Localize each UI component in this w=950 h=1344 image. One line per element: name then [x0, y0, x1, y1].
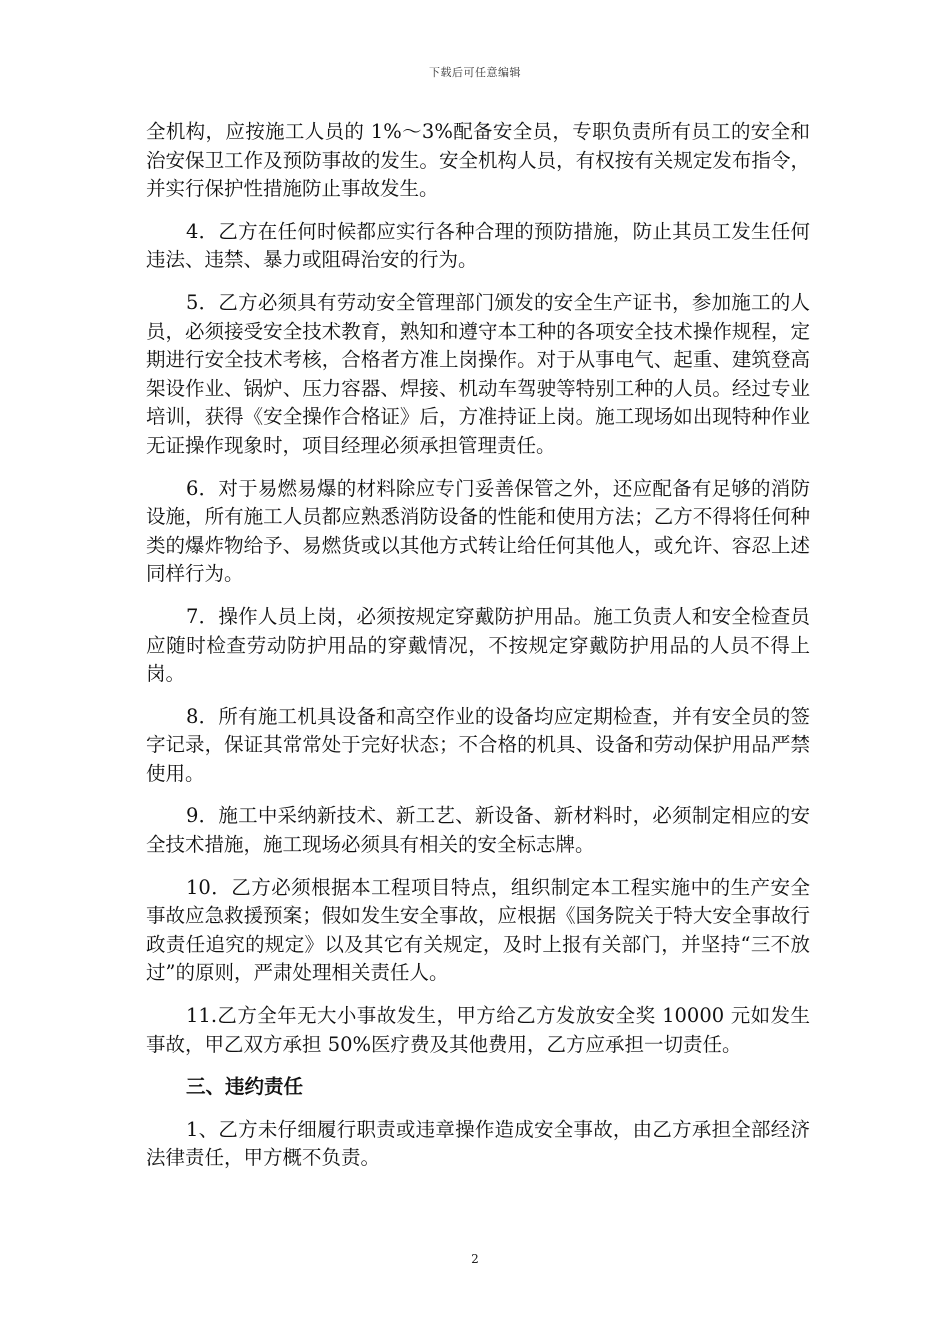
paragraph-item-5: 5．乙方必须具有劳动安全管理部门颁发的安全生产证书，参加施工的人员，必须接受安全技术教育，熟知和遵守本工种的各项安全技术操作规程，定期进行安全技术考核，合格者方准上岗操作。对于从事电气、起重、建筑登高架设作业、锅炉、压力容器、焊接、机动车驾驶等特别工种的人员。经过专业培训，获得《安全操作合格证》后，方准持证上岗。施工现场如出现特种作业无证操作现象时，项目经理必须承担管理责任。	[146, 290, 810, 457]
paragraph-item-6: 6．对于易燃易爆的材料除应专门妥善保管之外，还应配备有足够的消防设施，所有施工人员都应熟悉消防设备的性能和使用方法；乙方不得将任何种类的爆炸物给予、易燃货或以其他方式转让给任何其他人，或允许、容忍上述同样行为。	[146, 476, 810, 586]
paragraph-breach-1: 1、乙方未仔细履行职责或违章操作造成安全事故，由乙方承担全部经济法律责任，甲方概不负责。	[146, 1117, 810, 1170]
section-heading: 三、违约责任	[186, 1075, 304, 1099]
paragraph-item-9: 9．施工中采纳新技术、新工艺、新设备、新材料时，必须制定相应的安全技术措施，施工现场必须具有相关的安全标志牌。	[146, 804, 810, 857]
page-number: 2	[471, 1252, 479, 1266]
paragraph-item-4: 4．乙方在任何时候都应实行各种合理的预防措施，防止其员工发生任何违法、违禁、暴力或阻碍治安的行为。	[146, 219, 810, 272]
paragraph-item-7: 7．操作人员上岗，必须按规定穿戴防护用品。施工负责人和安全检查员应随时检查劳动防护用品的穿戴情况，不按规定穿戴防护用品的人员不得上岗。	[146, 604, 810, 686]
paragraph-item-10: 10．乙方必须根据本工程项目特点，组织制定本工程实施中的生产安全事故应急救援预案；假如发生安全事故，应根据《国务院关于特大安全事故行政责任追究的规定》以及其它有关规定，及时上报有关部门，并坚持“三不放过”的原则，严肃处理相关责任人。	[146, 875, 810, 985]
document-body	[146, 118, 810, 1187]
paragraph-item-8: 8．所有施工机具设备和高空作业的设备均应定期检查，并有安全员的签字记录，保证其常常处于完好状态；不合格的机具、设备和劳动保护用品严禁使用。	[146, 704, 810, 785]
paragraph-item-11: 11.乙方全年无大小事故发生，甲方给乙方发放安全奖 10000 元如发生事故，甲乙双方承担 50%医疗费及其他费用，乙方应承担一切责任。	[146, 1004, 810, 1056]
page-header: 下载后可任意编辑	[429, 66, 521, 79]
paragraph-continuation: 全机构，应按施工人员的 1%～3%配备安全员，专职负责所有员工的安全和治安保卫工作及预防事故的发生。安全机构人员，有权按有关规定发布指令，并实行保护性措施防止事故发生。	[146, 120, 810, 201]
